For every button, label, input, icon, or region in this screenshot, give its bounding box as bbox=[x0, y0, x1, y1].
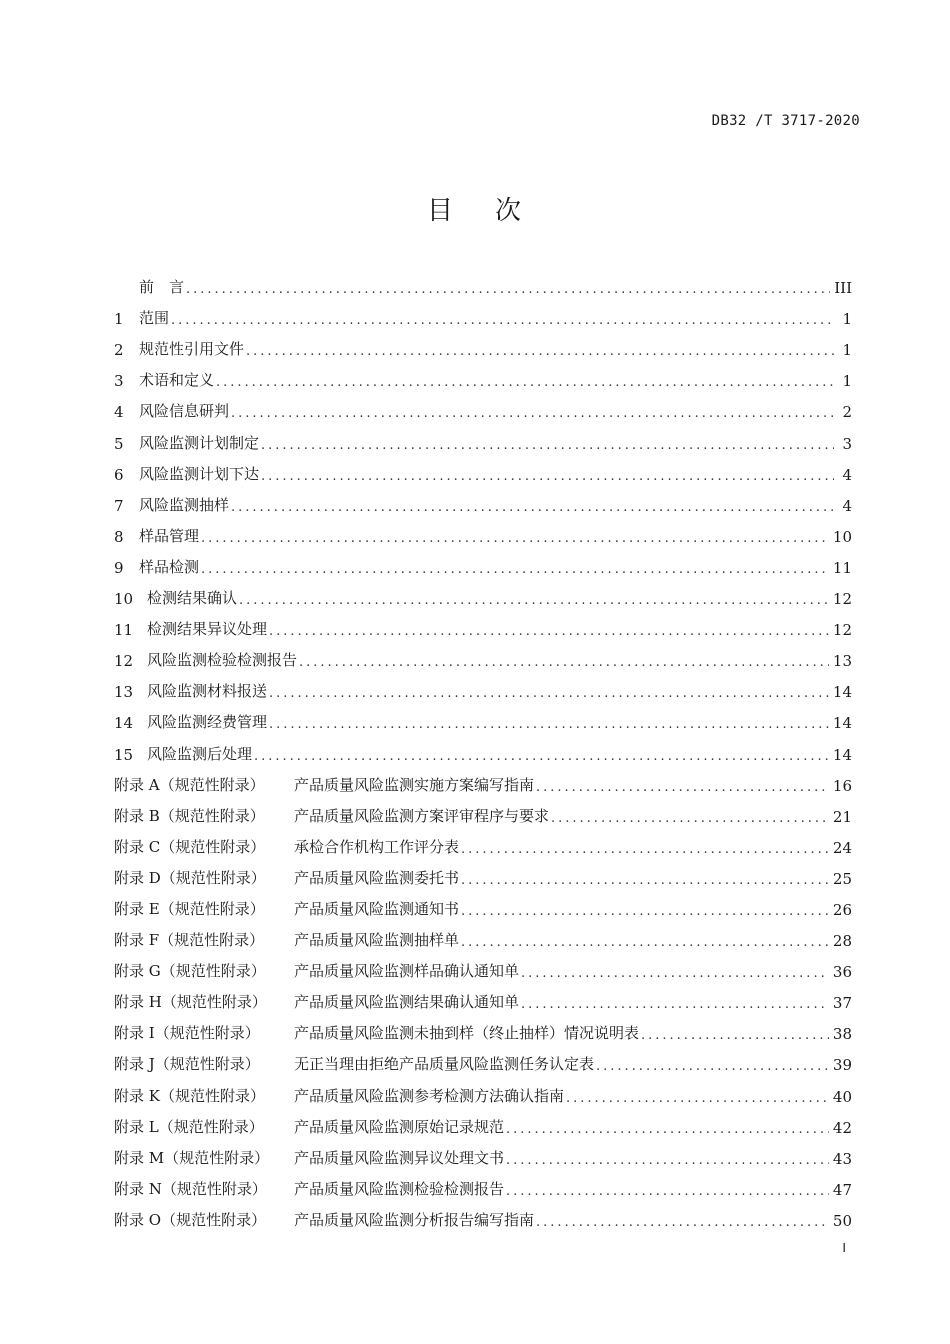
toc-entry-page: 39 bbox=[832, 1056, 852, 1075]
document-code: DB32 /T 3717-2020 bbox=[711, 113, 860, 129]
appendix-title: 产品质量风险监测委托书 bbox=[294, 868, 460, 887]
toc-appendix-entry[interactable] bbox=[114, 1168, 852, 1199]
toc-leader-dots bbox=[261, 469, 834, 484]
toc-leader-dots bbox=[261, 438, 834, 453]
toc-entry[interactable] bbox=[114, 484, 852, 515]
toc-leader-dots bbox=[231, 406, 834, 421]
toc-entry[interactable] bbox=[114, 670, 852, 701]
toc-entry-page: 1 bbox=[842, 372, 852, 391]
toc-entry-number: 11 bbox=[114, 621, 134, 640]
toc-appendix-entry[interactable] bbox=[114, 1012, 852, 1043]
toc-entry-page: 11 bbox=[832, 558, 852, 577]
toc-entry-page: 4 bbox=[842, 496, 852, 515]
toc-leader-dots bbox=[536, 1215, 829, 1230]
toc-entry-label: 规范性引用文件 bbox=[139, 340, 245, 359]
toc-entry[interactable] bbox=[114, 266, 852, 297]
toc-entry-number: 2 bbox=[114, 341, 124, 360]
toc-entry[interactable] bbox=[114, 359, 852, 390]
appendix-title: 产品质量风险监测异议处理文书 bbox=[294, 1148, 505, 1167]
toc-entry-label: 风险监测计划制定 bbox=[139, 433, 260, 452]
toc-leader-dots bbox=[536, 780, 829, 795]
toc-entry-number: 14 bbox=[114, 714, 134, 733]
toc-leader-dots bbox=[216, 375, 834, 390]
toc-leader-dots bbox=[269, 686, 829, 701]
toc-entry-page: 14 bbox=[832, 683, 852, 702]
toc-entry[interactable] bbox=[114, 608, 852, 639]
toc-entry-label: 风险监测检验检测报告 bbox=[147, 651, 298, 670]
toc-entry-label: 术语和定义 bbox=[139, 371, 215, 390]
toc-entry-number: 5 bbox=[114, 434, 124, 453]
toc-leader-dots bbox=[269, 624, 829, 639]
toc-appendix-entry[interactable] bbox=[114, 981, 852, 1012]
page-number: I bbox=[842, 1240, 846, 1255]
toc-entry-page: 3 bbox=[842, 434, 852, 453]
toc-entry-label: 样品检测 bbox=[139, 557, 200, 576]
toc-leader-dots bbox=[231, 500, 834, 515]
toc-leader-dots bbox=[461, 904, 829, 919]
toc-leader-dots bbox=[461, 873, 829, 888]
toc-leader-dots bbox=[521, 997, 829, 1012]
toc-entry-page: 2 bbox=[842, 403, 852, 422]
appendix-title: 产品质量风险监测样品确认通知单 bbox=[294, 962, 520, 981]
appendix-title: 无正当理由拒绝产品质量风险监测任务认定表 bbox=[294, 1055, 595, 1074]
appendix-title: 产品质量风险监测通知书 bbox=[294, 899, 460, 918]
toc-entry-number: 6 bbox=[114, 465, 124, 484]
toc-entry-number: 3 bbox=[114, 372, 124, 391]
toc-entry-label: 检测结果确认 bbox=[147, 589, 238, 608]
appendix-prefix: 附录 O（规范性附录） bbox=[114, 1210, 267, 1229]
toc-entry-page: 10 bbox=[832, 527, 852, 546]
toc-entry-page: 50 bbox=[832, 1211, 852, 1230]
title-part-2: 次 bbox=[495, 196, 524, 226]
appendix-prefix: 附录 D（规范性附录） bbox=[114, 868, 266, 887]
toc-leader-dots bbox=[186, 282, 830, 297]
toc-leader-dots bbox=[201, 562, 829, 577]
toc-appendix-entry[interactable] bbox=[114, 1199, 852, 1230]
toc-entry-page: 13 bbox=[832, 652, 852, 671]
toc-appendix-entry[interactable] bbox=[114, 857, 852, 888]
appendix-title: 产品质量风险监测实施方案编写指南 bbox=[294, 775, 535, 794]
appendix-title: 产品质量风险监测原始记录规范 bbox=[294, 1117, 505, 1136]
toc-entry-number: 9 bbox=[114, 558, 124, 577]
page-title bbox=[0, 190, 950, 227]
toc-leader-dots bbox=[299, 655, 829, 670]
toc-leader-dots bbox=[566, 1091, 829, 1106]
toc-leader-dots bbox=[254, 749, 829, 764]
toc-appendix-entry[interactable] bbox=[114, 1137, 852, 1168]
toc-entry-label: 风险监测后处理 bbox=[147, 744, 253, 763]
appendix-title: 产品质量风险监测分析报告编写指南 bbox=[294, 1210, 535, 1229]
toc-leader-dots bbox=[506, 1122, 829, 1137]
title-part-1: 目 bbox=[426, 196, 455, 226]
table-of-contents bbox=[114, 266, 852, 1230]
toc-entry-number: 7 bbox=[114, 496, 124, 515]
toc-entry-page: 40 bbox=[832, 1087, 852, 1106]
toc-entry[interactable] bbox=[114, 732, 852, 763]
toc-entry[interactable] bbox=[114, 390, 852, 421]
toc-entry-page: 25 bbox=[832, 869, 852, 888]
toc-leader-dots bbox=[506, 1153, 829, 1168]
toc-leader-dots bbox=[641, 1028, 829, 1043]
toc-entry-label: 风险监测抽样 bbox=[139, 495, 230, 514]
toc-entry-number: 12 bbox=[114, 652, 134, 671]
toc-entry-page: 21 bbox=[832, 807, 852, 826]
toc-entry[interactable] bbox=[114, 639, 852, 670]
toc-leader-dots bbox=[269, 717, 829, 732]
toc-entry[interactable] bbox=[114, 577, 852, 608]
appendix-prefix: 附录 L（规范性附录） bbox=[114, 1117, 264, 1136]
appendix-prefix: 附录 G（规范性附录） bbox=[114, 962, 266, 981]
appendix-prefix: 附录 M（规范性附录） bbox=[114, 1148, 270, 1167]
toc-entry-label: 检测结果异议处理 bbox=[147, 620, 268, 639]
appendix-prefix: 附录 K（规范性附录） bbox=[114, 1086, 265, 1105]
toc-entry-number: 1 bbox=[114, 310, 124, 329]
toc-leader-dots bbox=[506, 1184, 829, 1199]
toc-appendix-entry[interactable] bbox=[114, 888, 852, 919]
toc-entry-label: 风险信息研判 bbox=[139, 402, 230, 421]
toc-appendix-entry[interactable] bbox=[114, 795, 852, 826]
toc-entry-number: 15 bbox=[114, 745, 134, 764]
toc-entry-page: 38 bbox=[832, 1025, 852, 1044]
toc-entry-page: 1 bbox=[842, 310, 852, 329]
toc-entry-label: 风险监测经费管理 bbox=[147, 713, 268, 732]
appendix-title: 产品质量风险监测参考检测方法确认指南 bbox=[294, 1086, 565, 1105]
toc-appendix-entry[interactable] bbox=[114, 764, 852, 795]
toc-leader-dots bbox=[239, 593, 829, 608]
toc-entry-label: 前 言 bbox=[139, 278, 185, 297]
appendix-title: 产品质量风险监测未抽到样（终止抽样）情况说明表 bbox=[294, 1024, 640, 1043]
toc-appendix-entry[interactable] bbox=[114, 826, 852, 857]
toc-entry-page: 14 bbox=[832, 714, 852, 733]
appendix-prefix: 附录 B（规范性附录） bbox=[114, 806, 265, 825]
toc-entry-page: 37 bbox=[832, 994, 852, 1013]
toc-entry[interactable] bbox=[114, 515, 852, 546]
appendix-prefix: 附录 H（规范性附录） bbox=[114, 993, 267, 1012]
toc-entry-label: 风险监测材料报送 bbox=[147, 682, 268, 701]
toc-entry[interactable] bbox=[114, 328, 852, 359]
toc-entry[interactable] bbox=[114, 546, 852, 577]
toc-leader-dots bbox=[461, 935, 829, 950]
toc-appendix-entry[interactable] bbox=[114, 1043, 852, 1074]
toc-entry-number: 4 bbox=[114, 403, 124, 422]
toc-entry-page: 28 bbox=[832, 932, 852, 951]
toc-appendix-entry[interactable] bbox=[114, 1074, 852, 1105]
appendix-prefix: 附录 C（规范性附录） bbox=[114, 837, 266, 856]
toc-entry-label: 样品管理 bbox=[139, 526, 200, 545]
toc-leader-dots bbox=[461, 842, 829, 857]
appendix-prefix: 附录 A（规范性附录） bbox=[114, 775, 265, 794]
toc-entry[interactable] bbox=[114, 297, 852, 328]
toc-entry-page: 16 bbox=[832, 776, 852, 795]
toc-entry-page: 12 bbox=[832, 621, 852, 640]
toc-leader-dots bbox=[171, 313, 834, 328]
toc-entry-number: 8 bbox=[114, 527, 124, 546]
toc-entry-page: 26 bbox=[832, 900, 852, 919]
toc-entry-page: 47 bbox=[832, 1180, 852, 1199]
appendix-prefix: 附录 J（规范性附录） bbox=[114, 1055, 260, 1074]
appendix-title: 承检合作机构工作评分表 bbox=[294, 837, 460, 856]
toc-appendix-entry[interactable] bbox=[114, 919, 852, 950]
appendix-title: 产品质量风险监测检验检测报告 bbox=[294, 1179, 505, 1198]
appendix-prefix: 附录 F（规范性附录） bbox=[114, 931, 265, 950]
toc-entry-label: 范围 bbox=[139, 309, 170, 328]
toc-entry[interactable] bbox=[114, 453, 852, 484]
appendix-prefix: 附录 E（规范性附录） bbox=[114, 899, 265, 918]
toc-entry-page: 24 bbox=[832, 838, 852, 857]
toc-entry-page: 12 bbox=[832, 590, 852, 609]
toc-leader-dots bbox=[521, 966, 829, 981]
toc-entry-page: 4 bbox=[842, 465, 852, 484]
appendix-title: 产品质量风险监测结果确认通知单 bbox=[294, 993, 520, 1012]
toc-entry-page: III bbox=[834, 279, 852, 298]
toc-entry[interactable] bbox=[114, 701, 852, 732]
toc-entry-page: 14 bbox=[832, 745, 852, 764]
toc-entry-label: 风险监测计划下达 bbox=[139, 464, 260, 483]
toc-entry-page: 42 bbox=[832, 1118, 852, 1137]
toc-entry-page: 1 bbox=[842, 341, 852, 360]
appendix-title: 产品质量风险监测方案评审程序与要求 bbox=[294, 806, 550, 825]
appendix-prefix: 附录 I（规范性附录） bbox=[114, 1024, 260, 1043]
toc-entry[interactable] bbox=[114, 421, 852, 452]
toc-leader-dots bbox=[246, 344, 834, 359]
toc-leader-dots bbox=[596, 1059, 829, 1074]
appendix-prefix: 附录 N（规范性附录） bbox=[114, 1179, 267, 1198]
toc-leader-dots bbox=[551, 811, 829, 826]
toc-entry-number: 10 bbox=[114, 590, 134, 609]
toc-entry-page: 43 bbox=[832, 1149, 852, 1168]
toc-leader-dots bbox=[201, 531, 829, 546]
appendix-title: 产品质量风险监测抽样单 bbox=[294, 931, 460, 950]
toc-appendix-entry[interactable] bbox=[114, 1106, 852, 1137]
toc-appendix-entry[interactable] bbox=[114, 950, 852, 981]
toc-entry-number: 13 bbox=[114, 683, 134, 702]
toc-entry-page: 36 bbox=[832, 963, 852, 982]
